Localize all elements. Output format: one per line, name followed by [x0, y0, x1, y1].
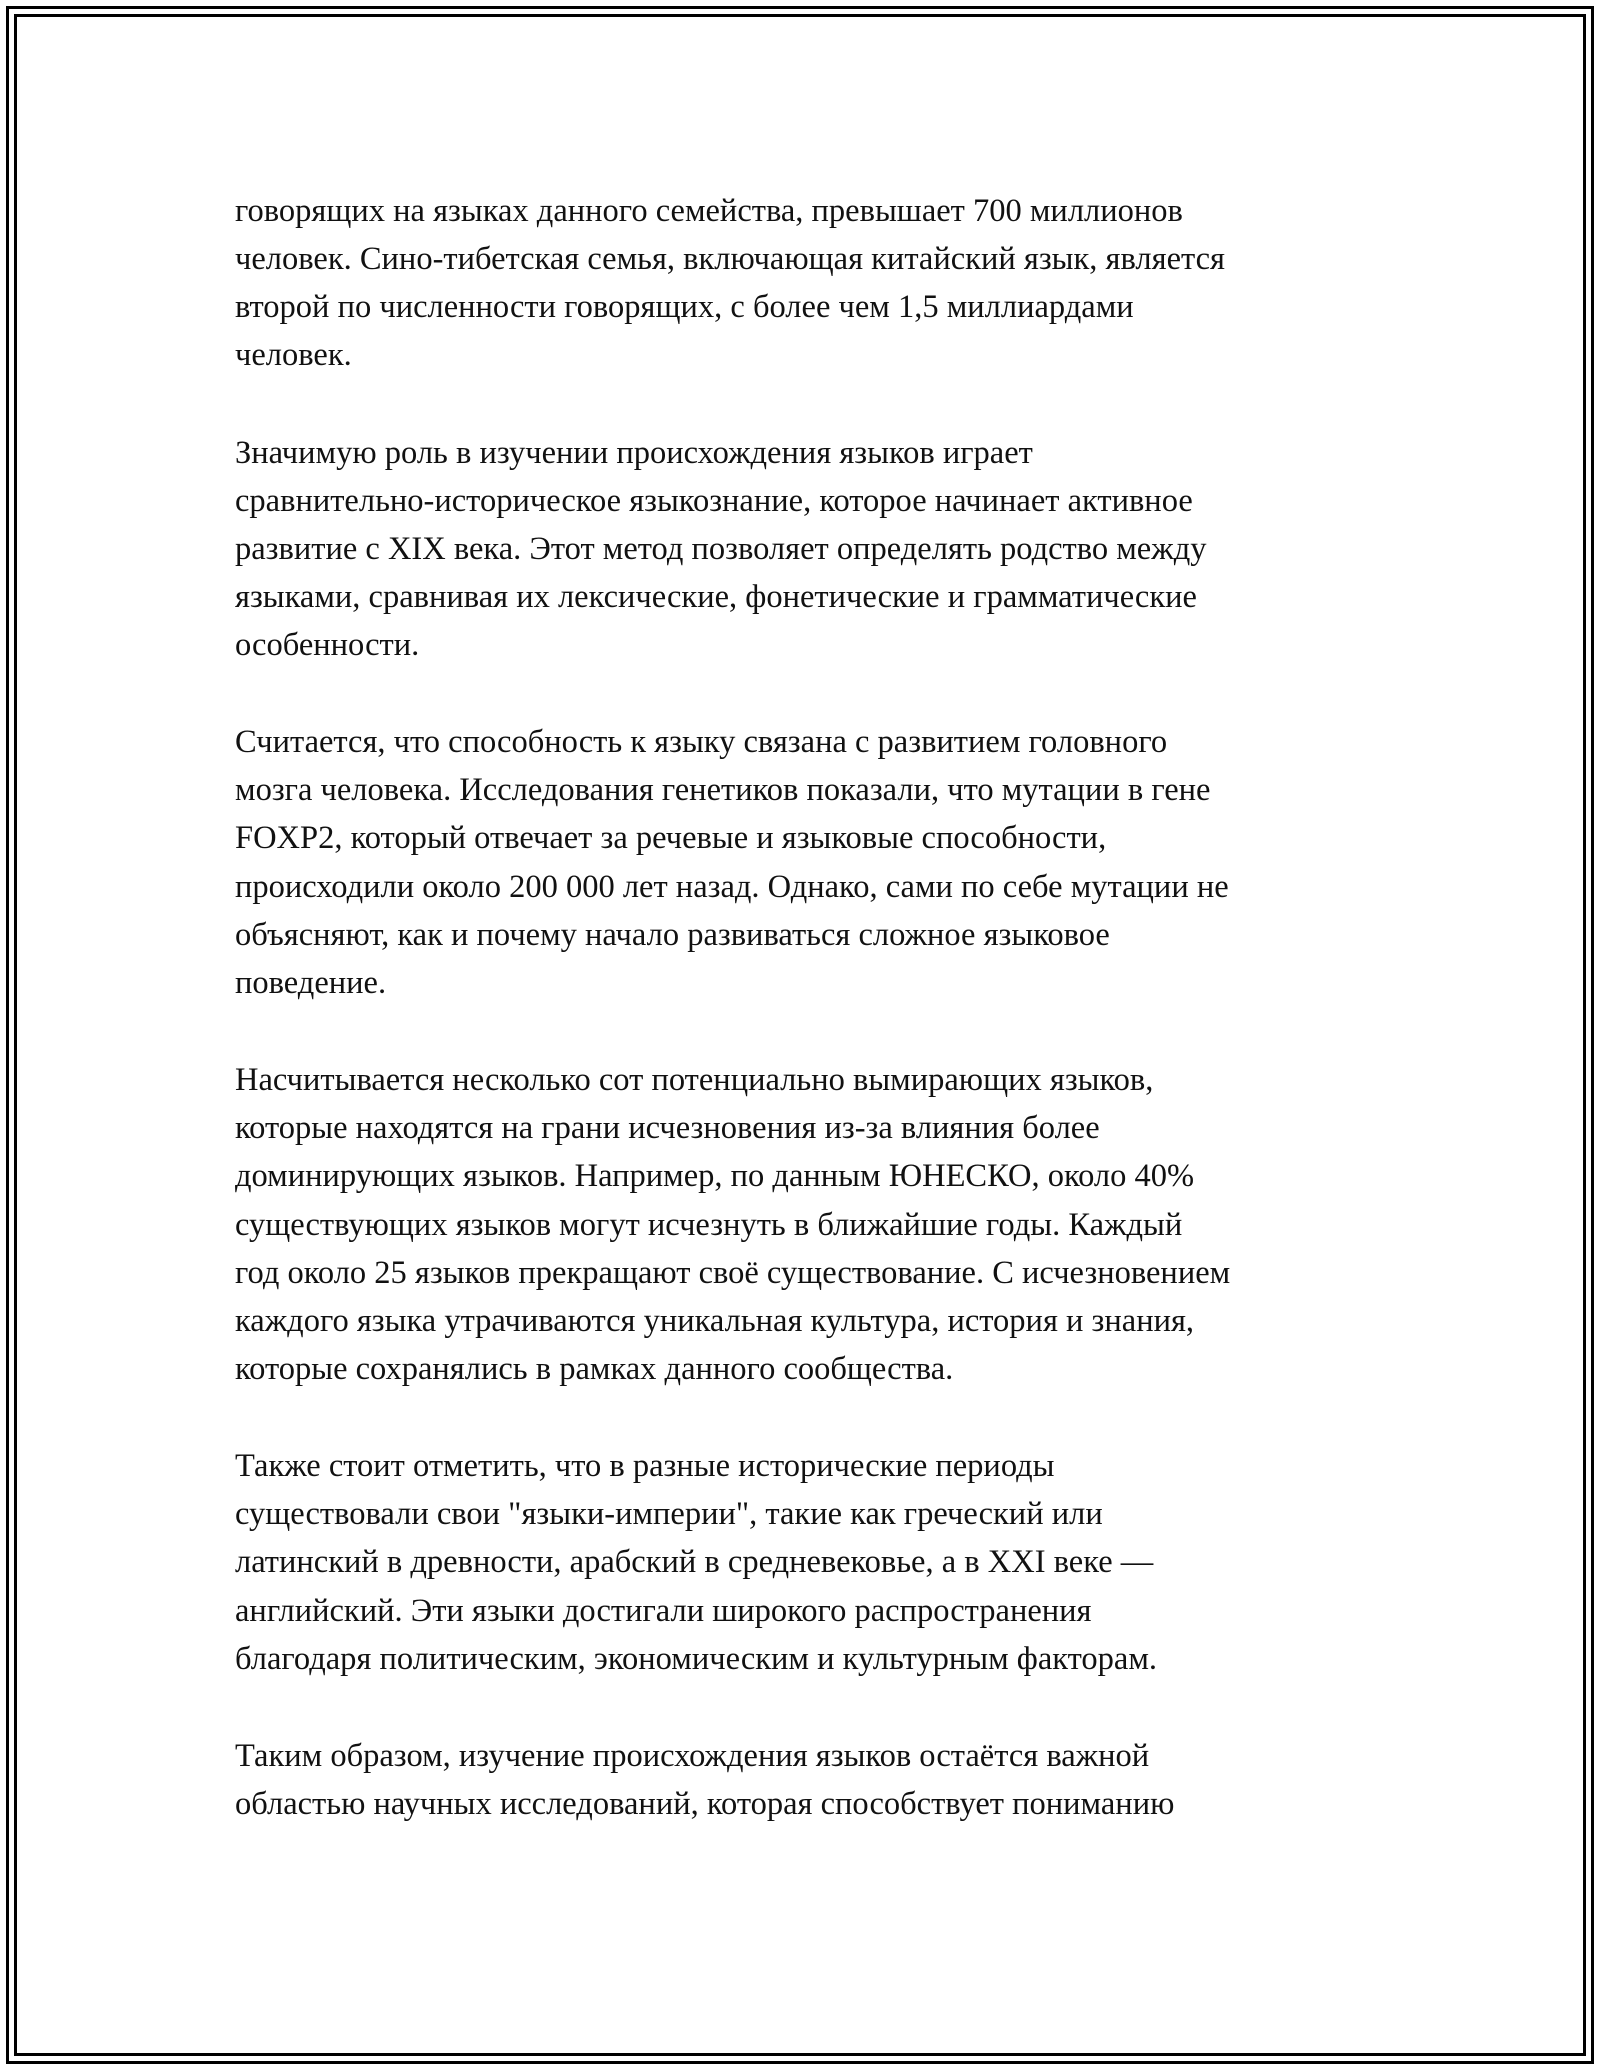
text-line: Также стоит отметить, что в разные исторические периоды: [235, 1448, 1055, 1484]
text-line: поведение.: [235, 965, 387, 1001]
text-line: год около 25 языков прекращают своё существование. С исчезновением: [235, 1255, 1231, 1291]
text-line: благодаря политическим, экономическим и культурным факторам.: [235, 1641, 1158, 1677]
text-line: существующих языков могут исчезнуть в ближайшие годы. Каждый: [235, 1207, 1183, 1243]
text-line: каждого языка утрачиваются уникальная культура, история и знания,: [235, 1303, 1195, 1339]
text-line: областью научных исследований, которая способствует пониманию: [235, 1786, 1175, 1822]
text-line: второй по численности говорящих, с более чем 1,5 миллиардами: [235, 289, 1134, 325]
text-line: человек. Сино-тибетская семья, включающая китайский язык, является: [235, 241, 1225, 277]
text-line: Считается, что способность к языку связана с развитием головного: [235, 724, 1168, 760]
text-line: доминирующих языков. Например, по данным ЮНЕСКО, около 40%: [235, 1158, 1195, 1194]
text-line: английский. Эти языки достигали широкого распространения: [235, 1593, 1092, 1629]
text-line: латинский в древности, арабский в средневековье, а в XXI веке —: [235, 1544, 1154, 1580]
text-line: особенности.: [235, 627, 420, 663]
text-line: которые находятся на грани исчезновения из-за влияния более: [235, 1110, 1100, 1146]
text-line: Таким образом, изучение происхождения языков остаётся важной: [235, 1738, 1150, 1774]
text-line: Значимую роль в изучении происхождения языков играет: [235, 435, 1033, 471]
text-line: объясняют, как и почему начало развиваться сложное языковое: [235, 917, 1110, 953]
document-body: [235, 0, 1435, 2070]
text-line: мозга человека. Исследования генетиков показали, что мутации в гене: [235, 772, 1211, 808]
text-line: которые сохранялись в рамках данного сообщества.: [235, 1351, 954, 1387]
text-line: происходили около 200 000 лет назад. Однако, сами по себе мутации не: [235, 869, 1229, 905]
text-line: человек.: [235, 337, 352, 373]
text-line: языками, сравнивая их лексические, фонетические и грамматические: [235, 579, 1197, 615]
text-line: FOXP2, который отвечает за речевые и языковые способности,: [235, 820, 1107, 856]
text-line: существовали свои "языки-империи", такие как греческий или: [235, 1496, 1103, 1532]
text-line: Насчитывается несколько сот потенциально вымирающих языков,: [235, 1062, 1154, 1098]
text-line: развитие с XIX века. Этот метод позволяет определять родство между: [235, 531, 1207, 567]
text-line: говорящих на языках данного семейства, превышает 700 миллионов: [235, 193, 1183, 229]
text-line: сравнительно-историческое языкознание, которое начинает активное: [235, 483, 1193, 519]
